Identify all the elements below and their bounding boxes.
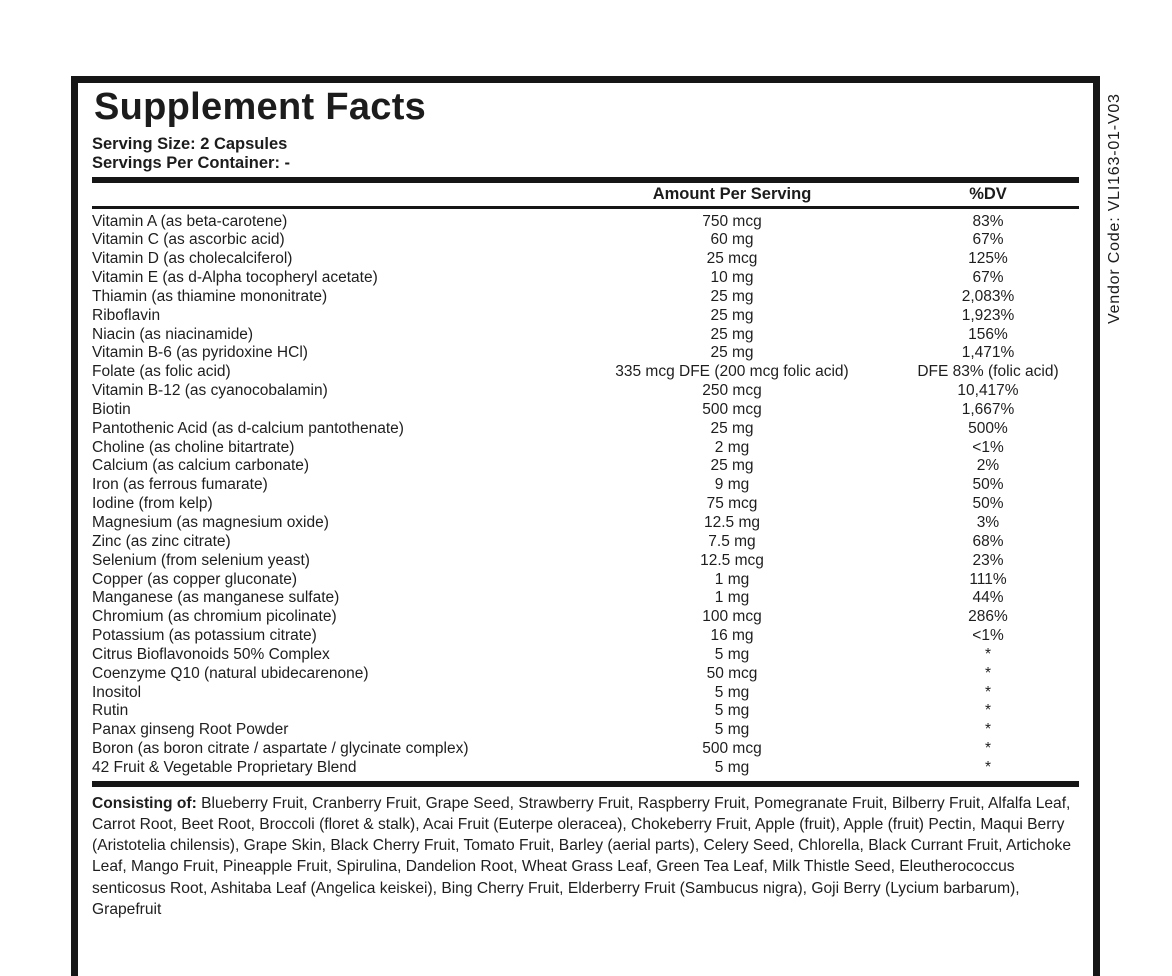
serving-info <box>92 135 1079 172</box>
nutrient-row <box>92 589 1079 608</box>
nutrient-amount: 12.5 mcg <box>700 551 764 569</box>
nutrient-row <box>92 382 1079 401</box>
nutrient-name: 42 Fruit & Vegetable Proprietary Blend <box>92 758 357 776</box>
nutrient-dv: 10,417% <box>957 382 1019 400</box>
nutrient-dv: DFE 83% (folic acid) <box>917 363 1059 381</box>
nutrient-dv: 500% <box>968 419 1008 437</box>
nutrient-row <box>92 401 1079 420</box>
percent-dv-header: %DV <box>969 185 1007 203</box>
nutrient-name: Vitamin B-12 (as cyanocobalamin) <box>92 382 328 400</box>
nutrient-dv: 286% <box>968 608 1008 626</box>
nutrient-amount: 250 mcg <box>702 382 762 400</box>
nutrient-name: Panax ginseng Root Powder <box>92 721 289 739</box>
nutrient-name: Zinc (as zinc citrate) <box>92 532 231 550</box>
nutrient-dv: * <box>984 645 992 663</box>
nutrient-amount: 335 mcg DFE (200 mcg folic acid) <box>615 363 849 381</box>
nutrient-row <box>92 740 1079 759</box>
nutrient-row <box>92 213 1079 232</box>
nutrient-amount: 25 mg <box>710 325 754 343</box>
nutrient-row <box>92 571 1079 590</box>
nutrient-row <box>92 288 1079 307</box>
nutrient-amount: 750 mcg <box>702 212 762 230</box>
nutrient-amount: 2 mg <box>714 438 750 456</box>
nutrient-row <box>92 231 1079 250</box>
nutrient-amount: 500 mcg <box>702 740 762 758</box>
nutrient-row <box>92 344 1079 363</box>
nutrient-amount: 25 mg <box>710 344 754 362</box>
nutrient-amount: 1 mg <box>714 589 750 607</box>
nutrient-name: Inositol <box>92 683 142 701</box>
nutrient-dv: 156% <box>968 325 1008 343</box>
nutrient-dv: <1% <box>972 438 1004 456</box>
nutrient-row <box>92 250 1079 269</box>
nutrient-amount: 12.5 mg <box>703 514 760 531</box>
nutrient-amount: 25 mg <box>710 287 754 305</box>
nutrient-row <box>92 665 1079 684</box>
nutrient-amount: 25 mcg <box>706 250 758 268</box>
nutrient-dv: 3% <box>976 514 1000 531</box>
nutrient-amount: 10 mg <box>710 269 754 287</box>
nutrient-amount: 5 mg <box>714 645 750 663</box>
nutrient-dv: 50% <box>972 476 1004 494</box>
nutrient-row <box>92 702 1079 721</box>
nutrient-name: Choline (as choline bitartrate) <box>92 438 295 456</box>
nutrient-row <box>92 514 1079 533</box>
nutrient-dv: 67% <box>972 269 1004 287</box>
nutrient-amount: 1 mg <box>714 570 750 588</box>
nutrient-dv: 1,667% <box>961 400 1015 418</box>
nutrient-dv: 2,083% <box>961 287 1015 305</box>
nutrient-name: Riboflavin <box>92 306 161 324</box>
nutrient-dv: 83% <box>972 212 1004 230</box>
nutrient-row <box>92 307 1079 326</box>
divider-thick-bottom <box>92 781 1079 787</box>
nutrient-dv: 50% <box>972 495 1004 513</box>
nutrient-dv: 23% <box>972 551 1004 569</box>
nutrient-dv: 111% <box>969 570 1007 588</box>
nutrient-dv: 44% <box>972 589 1004 607</box>
nutrient-dv: * <box>984 664 992 682</box>
nutrient-amount: 5 mg <box>714 702 750 720</box>
nutrient-name: Vitamin C (as ascorbic acid) <box>92 231 285 249</box>
nutrient-row <box>92 420 1079 439</box>
nutrient-name: Vitamin B-6 (as pyridoxine HCl) <box>92 344 308 362</box>
nutrient-rows <box>92 213 1079 778</box>
nutrient-name: Vitamin E (as d-Alpha tocopheryl acetate) <box>92 269 378 287</box>
nutrient-amount: 9 mg <box>714 476 750 494</box>
nutrient-name: Calcium (as calcium carbonate) <box>92 457 310 475</box>
proprietary-blend-paragraph <box>92 793 1079 920</box>
amount-per-serving-header: Amount Per Serving <box>652 185 812 203</box>
servings-per-container: Servings Per Container: - <box>92 153 291 172</box>
nutrient-row <box>92 608 1079 627</box>
nutrient-dv: 2% <box>976 457 1000 475</box>
nutrient-dv: * <box>984 683 992 701</box>
nutrient-amount: 75 mcg <box>706 495 758 513</box>
nutrient-name: Iron (as ferrous fumarate) <box>92 476 268 494</box>
nutrient-name: Thiamin (as thiamine mononitrate) <box>92 287 328 305</box>
nutrient-name: Magnesium (as magnesium oxide) <box>92 514 329 531</box>
nutrient-name: Copper (as copper gluconate) <box>92 570 298 588</box>
nutrient-dv: 68% <box>972 532 1004 550</box>
nutrient-name: Citrus Bioflavonoids 50% Complex <box>92 645 330 663</box>
serving-size: Serving Size: 2 Capsules <box>92 135 288 153</box>
nutrient-row <box>92 721 1079 740</box>
nutrient-amount: 16 mg <box>710 627 754 645</box>
nutrient-amount: 25 mg <box>710 419 754 437</box>
nutrient-name: Folate (as folic acid) <box>92 363 231 381</box>
nutrient-row <box>92 326 1079 345</box>
nutrient-amount: 7.5 mg <box>708 532 756 550</box>
nutrient-dv: <1% <box>972 627 1004 645</box>
nutrient-name: Selenium (from selenium yeast) <box>92 551 310 569</box>
nutrient-name: Chromium (as chromium picolinate) <box>92 608 337 626</box>
nutrient-name: Vitamin A (as beta-carotene) <box>92 212 288 230</box>
nutrient-name: Rutin <box>92 702 129 720</box>
nutrient-name: Potassium (as potassium citrate) <box>92 627 317 645</box>
nutrient-row <box>92 627 1079 646</box>
nutrient-dv: * <box>984 740 992 758</box>
consisting-of-text: Blueberry Fruit, Cranberry Fruit, Grape Seed, Strawberry Fruit, Raspberry Fruit, Pomegranate Fruit, Bilberry Fruit, Alfalfa Leaf, Carrot Root, Beet Root, Broccoli (floret & stalk), Acai Fruit (Euterpe oleracea), Chokeberry Fruit, Apple (fruit), Apple (fruit) Pectin, Maqui Berry (Aristotelia chilensis), Grape Skin, Black Cherry Fruit, Tomato Fruit, Barley (aerial parts), Celery Seed, Chlorella, Black Currant Fruit, Artichoke Leaf, Mango Fruit, Pineapple Fruit, Spirulina, Dandelion Root, Wheat Grass Leaf, Green Tea Leaf, Milk Thistle Seed, Eleutherococcus senticosus Root, Ashitaba Leaf (Angelica keiskei), Bing Cherry Fruit, Elderberry Fruit (Sambucus nigra), Goji Berry (Lycium barbarum), Grapefruit <box>92 794 1071 918</box>
nutrient-dv: * <box>984 702 992 720</box>
nutrient-dv: 67% <box>972 231 1004 249</box>
panel-title: Supplement Facts <box>94 86 427 128</box>
table-header-row <box>92 183 1079 206</box>
nutrient-name: Niacin (as niacinamide) <box>92 325 254 343</box>
nutrient-name: Vitamin D (as cholecalciferol) <box>92 250 293 268</box>
nutrient-row <box>92 533 1079 552</box>
nutrient-amount: 50 mcg <box>706 664 758 682</box>
nutrient-name: Iodine (from kelp) <box>92 495 213 513</box>
nutrient-amount: 5 mg <box>714 721 750 739</box>
nutrient-dv: * <box>984 758 992 776</box>
nutrient-amount: 500 mcg <box>702 400 762 418</box>
vendor-code: Vendor Code: VLI163-01-V03 <box>1106 93 1123 324</box>
nutrient-row <box>92 269 1079 288</box>
nutrient-name: Boron (as boron citrate / aspartate / glycinate complex) <box>92 740 469 758</box>
nutrient-name: Biotin <box>92 400 131 418</box>
nutrient-dv: 1,471% <box>961 344 1015 362</box>
supplement-facts-panel <box>71 76 1100 976</box>
nutrient-dv: * <box>984 721 992 739</box>
nutrient-amount: 25 mg <box>710 457 754 475</box>
nutrient-row <box>92 439 1079 458</box>
nutrient-row <box>92 495 1079 514</box>
nutrient-row <box>92 363 1079 382</box>
nutrient-amount: 100 mcg <box>702 608 762 626</box>
nutrient-row <box>92 759 1079 778</box>
divider-thin-header <box>92 206 1079 209</box>
nutrient-amount: 25 mg <box>710 306 754 324</box>
nutrient-name: Coenzyme Q10 (natural ubidecarenone) <box>92 664 369 682</box>
nutrient-dv: 1,923% <box>961 306 1015 324</box>
nutrient-row <box>92 457 1079 476</box>
nutrient-amount: 5 mg <box>714 683 750 701</box>
nutrient-name: Manganese (as manganese sulfate) <box>92 589 340 607</box>
nutrient-row <box>92 476 1079 495</box>
nutrient-dv: 125% <box>968 250 1008 268</box>
consisting-of-label: Consisting of: <box>92 794 197 812</box>
nutrient-row <box>92 552 1079 571</box>
nutrient-row <box>92 646 1079 665</box>
nutrient-amount: 5 mg <box>714 758 750 776</box>
nutrient-row <box>92 684 1079 703</box>
nutrient-amount: 60 mg <box>710 231 754 249</box>
nutrient-name: Pantothenic Acid (as d-calcium pantothenate) <box>92 419 404 437</box>
